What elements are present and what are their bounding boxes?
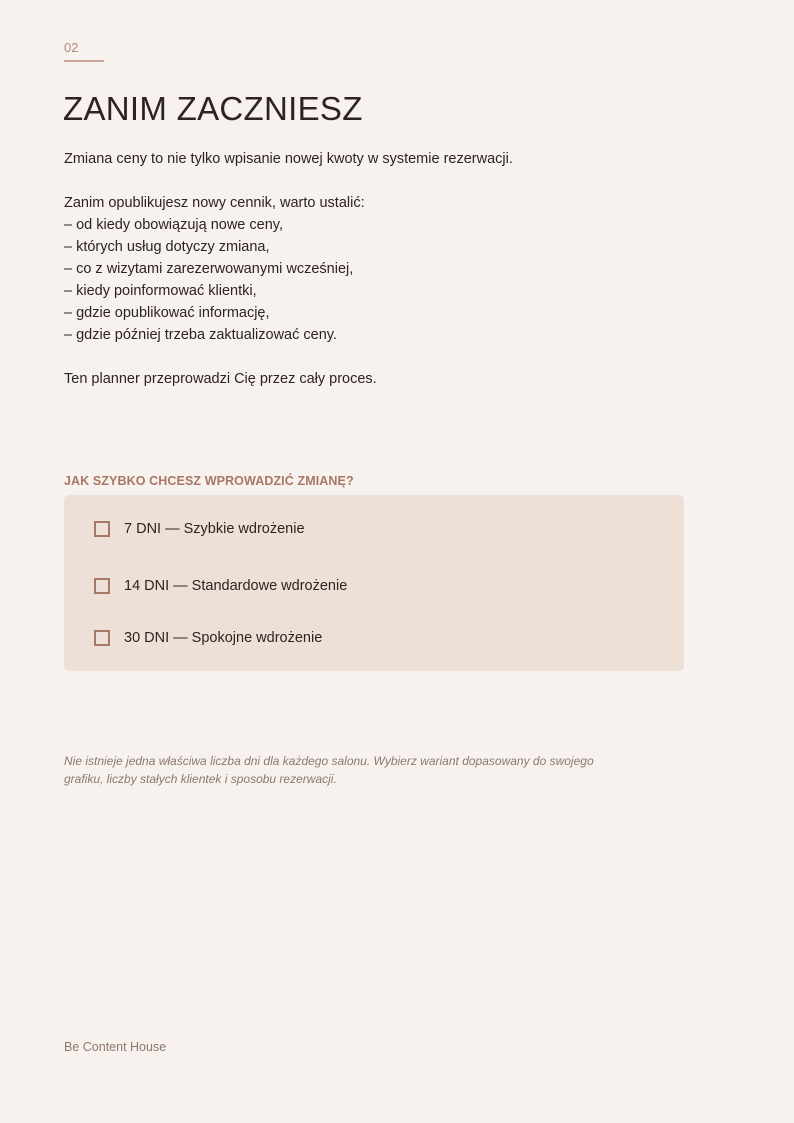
timing-options-box [64,495,684,671]
intro-section [64,148,704,390]
page-number: 02 [64,40,79,55]
option-7-days[interactable] [94,521,305,537]
intro-closing: Ten planner przeprowadzi Cię przez cały proces. [64,371,377,387]
timing-note: Nie istnieje jedna właściwa liczba dni dla każdego salonu. Wybierz wariant dopasowany do swojego grafiku, liczby stałych klientek i sposobu rezerwacji. [64,754,594,786]
checklist-item: – gdzie później trzeba zaktualizować ceny. [64,327,337,343]
checklist-item: – gdzie opublikować informację, [64,305,270,321]
checklist-item: – od kiedy obowiązują nowe ceny, [64,217,283,233]
option-label: 30 DNI — Spokojne wdrożenie [124,630,323,646]
checkbox[interactable] [94,630,110,646]
checklist-item: – kiedy poinformować klientki, [64,283,257,299]
page-number-rule [64,60,104,62]
option-label: 14 DNI — Standardowe wdrożenie [124,578,348,594]
page-title: ZANIM ZACZNIESZ [63,90,363,127]
footer-brand: Be Content House [64,1040,167,1054]
intro-lead: Zmiana ceny to nie tylko wpisanie nowej kwoty w systemie rezerwacji. [64,151,513,167]
option-14-days[interactable] [94,578,347,594]
checklist-item: – co z wizytami zarezerwowanymi wcześniej, [64,261,354,277]
option-30-days[interactable] [94,630,322,646]
checklist-item: – których usług dotyczy zmiana, [64,239,270,255]
checkbox[interactable] [94,521,110,537]
checkbox[interactable] [94,578,110,594]
timing-heading: JAK SZYBKO CHCESZ WPROWADZIĆ ZMIANĘ? [64,474,354,488]
option-label: 7 DNI — Szybkie wdrożenie [124,521,305,537]
checklist-intro: Zanim opublikujesz nowy cennik, warto ustalić: [64,195,365,211]
